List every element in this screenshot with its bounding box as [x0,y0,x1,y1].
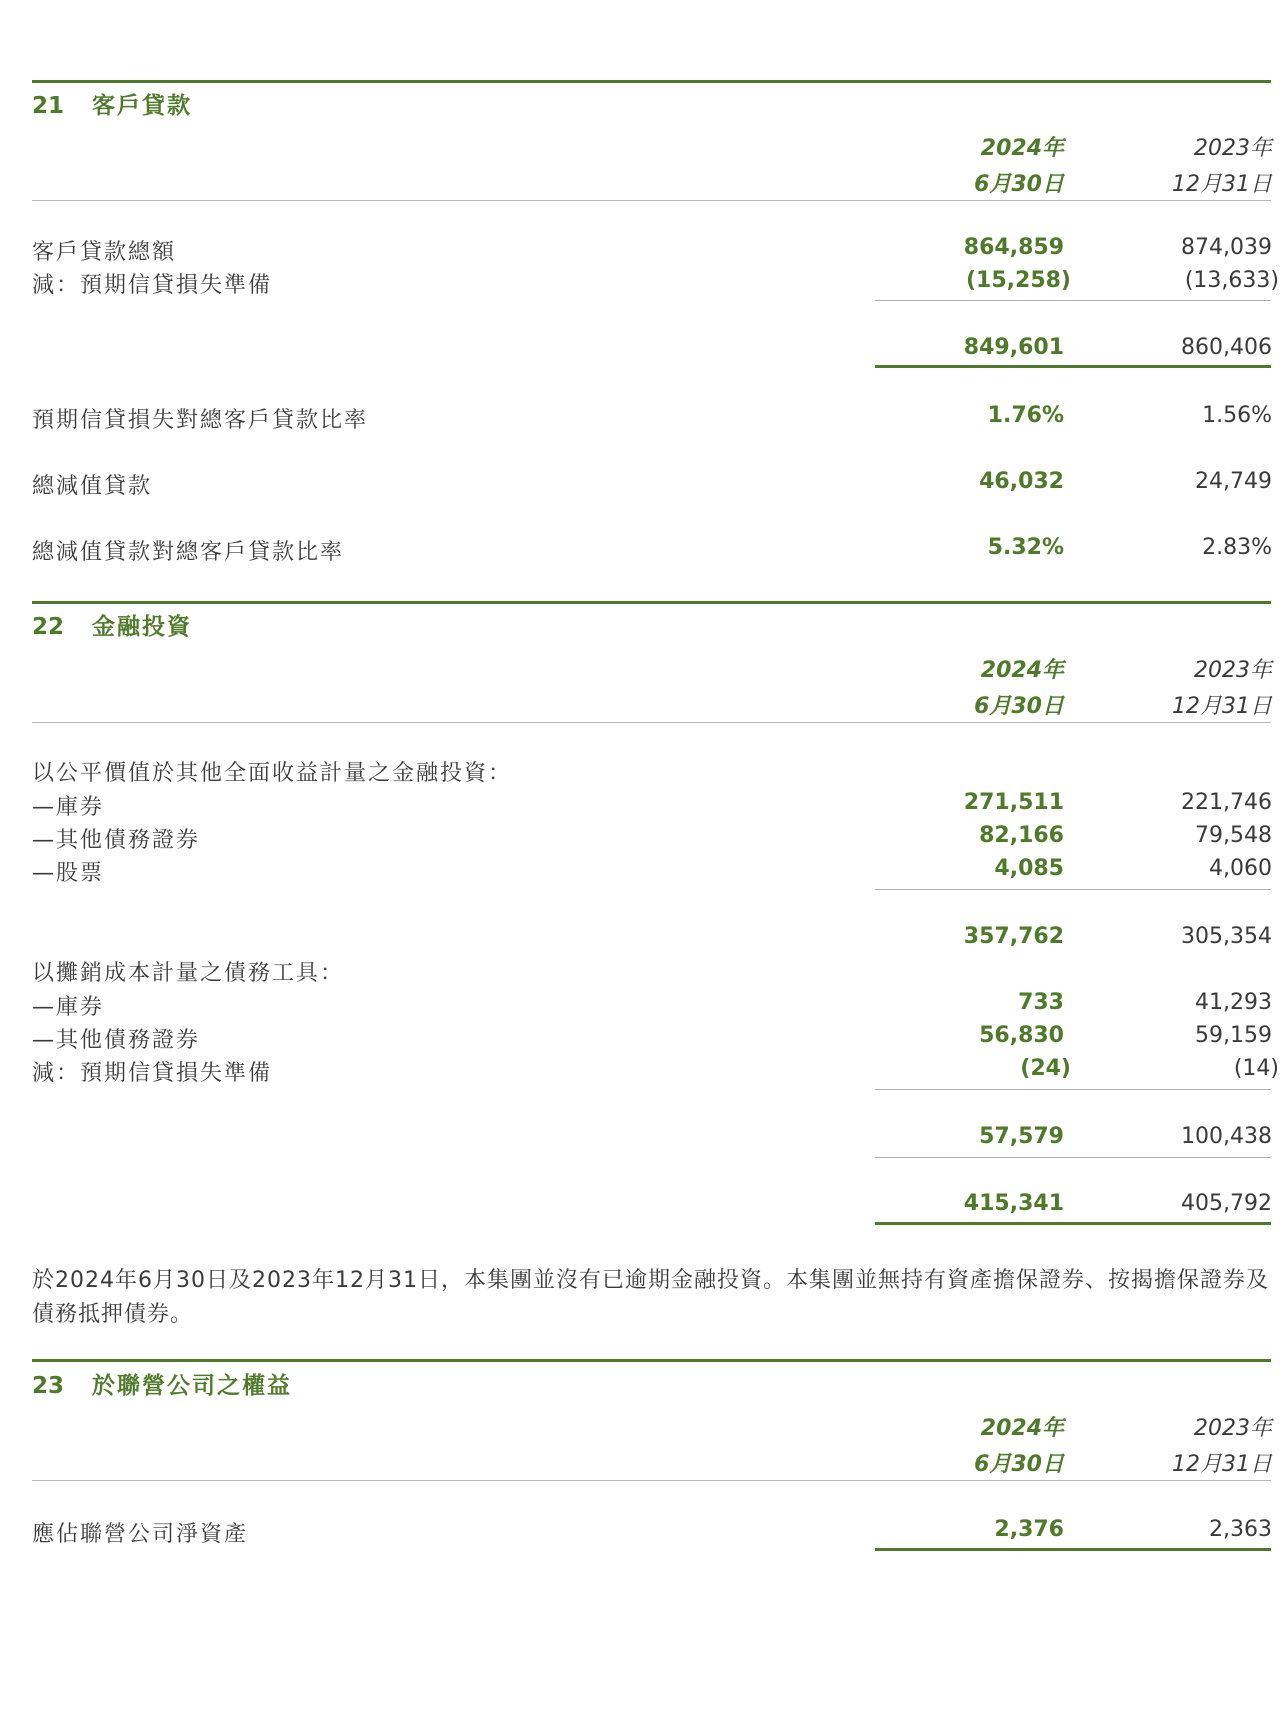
header-divider [32,1480,1271,1481]
subtotal-prior: 100,438 [1181,1124,1272,1149]
header-current-year: 2024年 [980,1416,1064,1441]
section-heading: 金融投資 [92,614,192,640]
header-current-date: 6月30日 [974,694,1064,719]
header-divider [32,722,1271,723]
subtotal-current: 357,762 [963,924,1064,949]
section-21-title [32,87,192,120]
value-prior: 874,039 [1181,235,1272,260]
value-current: 4,085 [994,856,1064,881]
header-prior-year: 2023年 [1194,136,1272,161]
value-prior: 24,749 [1195,469,1272,494]
row-label: —股票 [32,861,105,886]
value-prior: 221,746 [1181,790,1272,815]
header-current-year: 2024年 [980,136,1064,161]
note-paragraph: 於2024年6月30日及2023年12月31日，本集團並沒有已逾期金融投資。本集團並無持有資產擔保證券、按揭擔保證券及債務抵押債券。 [32,1268,1269,1327]
row-label: 減：預期信貸損失準備 [32,1061,273,1086]
value-prior: 59,159 [1195,1023,1272,1048]
row-label: 總減值貸款對總客戶貸款比率 [32,540,345,565]
subtotal-current: 849,601 [963,335,1064,360]
section-22-title [32,608,192,641]
total-rule [875,1222,1271,1225]
value-current: 56,830 [979,1023,1064,1048]
value-prior: 79,548 [1195,823,1272,848]
section-22-top-rule [32,601,1271,604]
value-current: 1.76% [987,403,1064,428]
subtotal-prior: 305,354 [1181,924,1272,949]
header-prior-date: 12月31日 [1172,694,1272,719]
section-number: 21 [32,93,65,119]
section-number: 23 [32,1373,65,1399]
value-current: (24) [1020,1056,1071,1081]
total-rule [875,365,1271,368]
row-label: 減：預期信貸損失準備 [32,273,273,298]
section-23-top-rule [32,1359,1271,1362]
subtotal-rule [875,889,1271,890]
value-prior: 4,060 [1209,856,1272,881]
row-label: 總減值貸款 [32,474,153,499]
value-current: 82,166 [979,823,1064,848]
value-current: 271,511 [963,790,1064,815]
header-prior-date: 12月31日 [1172,1452,1272,1477]
section-heading: 於聯營公司之權益 [92,1373,292,1399]
row-label: —其他債務證券 [32,828,201,853]
subtotal-rule [875,1157,1271,1158]
header-divider [32,200,1271,201]
value-prior: 2.83% [1202,535,1272,560]
value-prior: 1.56% [1202,403,1272,428]
section-23-title [32,1367,292,1400]
row-label: —庫券 [32,795,105,820]
value-current: 733 [1018,990,1064,1015]
header-current-year: 2024年 [980,658,1064,683]
row-label: —庫券 [32,995,105,1020]
value-current: 864,859 [963,235,1064,260]
row-label: 客戶貸款總額 [32,240,177,265]
row-label: 應佔聯營公司淨資產 [32,1522,249,1547]
total-rule [875,1548,1271,1551]
value-current: 2,376 [994,1517,1064,1542]
value-current: 5.32% [987,535,1064,560]
header-prior-date: 12月31日 [1172,172,1272,197]
subtotal-rule [875,1089,1271,1090]
subtotal-rule [875,300,1271,301]
header-prior-year: 2023年 [1194,658,1272,683]
value-prior: (14) [1233,1056,1279,1081]
header-current-date: 6月30日 [974,172,1064,197]
row-label: 預期信貸損失對總客戶貸款比率 [32,408,369,433]
row-label: —其他債務證券 [32,1028,201,1053]
section-21-top-rule [32,80,1271,83]
group-heading: 以公平價值於其他全面收益計量之金融投資： [32,761,513,786]
value-current: (15,258) [965,268,1071,293]
grand-total-current: 415,341 [963,1191,1064,1216]
value-prior: 41,293 [1195,990,1272,1015]
value-prior: (13,633) [1184,268,1279,293]
value-prior: 2,363 [1209,1517,1272,1542]
grand-total-prior: 405,792 [1181,1191,1272,1216]
subtotal-current: 57,579 [979,1124,1064,1149]
header-prior-year: 2023年 [1194,1416,1272,1441]
value-current: 46,032 [979,469,1064,494]
section-heading: 客戶貸款 [92,93,192,119]
section-number: 22 [32,614,65,640]
subtotal-prior: 860,406 [1181,335,1272,360]
group-heading: 以攤銷成本計量之債務工具： [32,961,345,986]
header-current-date: 6月30日 [974,1452,1064,1477]
